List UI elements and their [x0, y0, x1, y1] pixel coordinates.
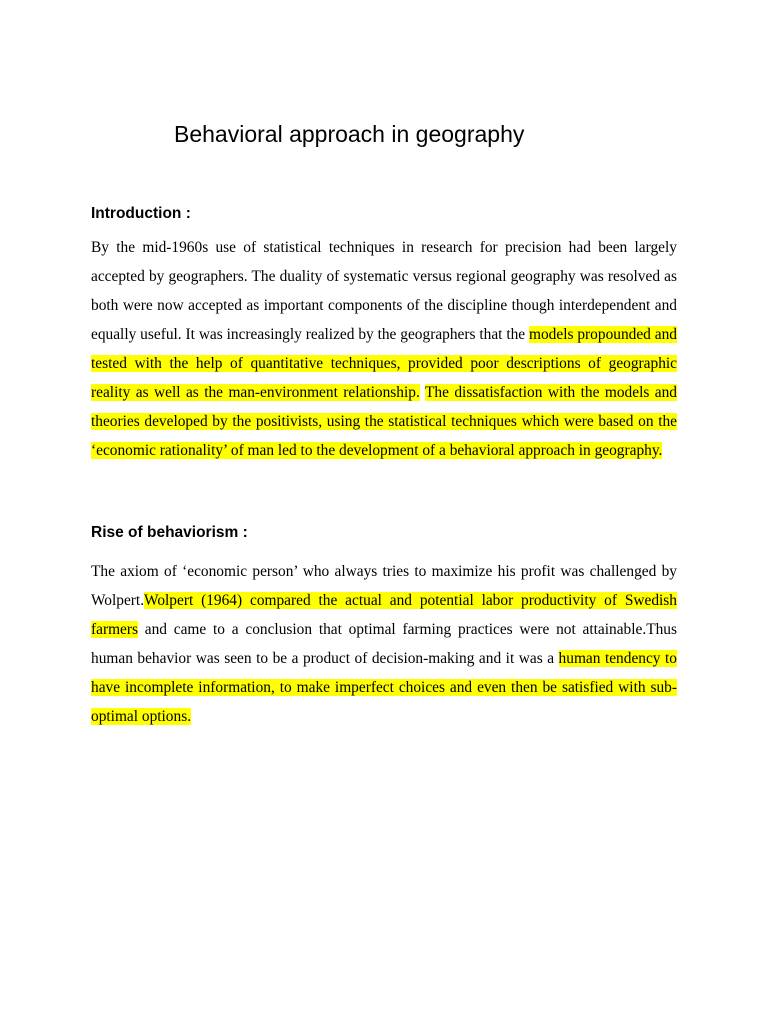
- highlighted-text-run: The dissatisfaction with the models and theories developed by the positivists, using the statistical techniques which were based on the ‘economic rationality’ of man led to the development of a behavioral approach in geography.: [91, 384, 677, 459]
- highlighted-text-run: models propounded and tested with the help of quantitative techniques, provided poor descriptions of geographic reality as well as the man-environment relationship.: [91, 326, 677, 401]
- highlighted-text-run: human tendency to have incomplete information, to make imperfect choices and even then be satisfied with sub-optimal options.: [91, 650, 677, 725]
- paragraph-rise-of-behaviorism: [91, 557, 677, 731]
- document-title: Behavioral approach in geography: [174, 121, 525, 147]
- text-run: and came to a conclusion that optimal farming practices were not attainable.Thus human behavior was seen to be a product of decision-making and it was a: [91, 621, 677, 667]
- section-heading-introduction: Introduction :: [91, 205, 191, 222]
- highlighted-text-run: Wolpert (1964) compared the actual and potential labor productivity of Swedish farmers: [91, 592, 677, 638]
- paragraph-introduction: [91, 233, 677, 465]
- section-heading-rise-of-behaviorism: Rise of behaviorism :: [91, 524, 248, 541]
- text-run: The axiom of ‘economic person’ who always tries to maximize his profit was challenged by Wolpert.: [91, 563, 677, 609]
- text-run: By the mid-1960s use of statistical techniques in research for precision had been largely accepted by geographers. The duality of systematic versus regional geography was resolved as both were now accepted as important components of the discipline though interdependent and equally useful. It was increasingly realized by the geographers that the: [91, 239, 677, 343]
